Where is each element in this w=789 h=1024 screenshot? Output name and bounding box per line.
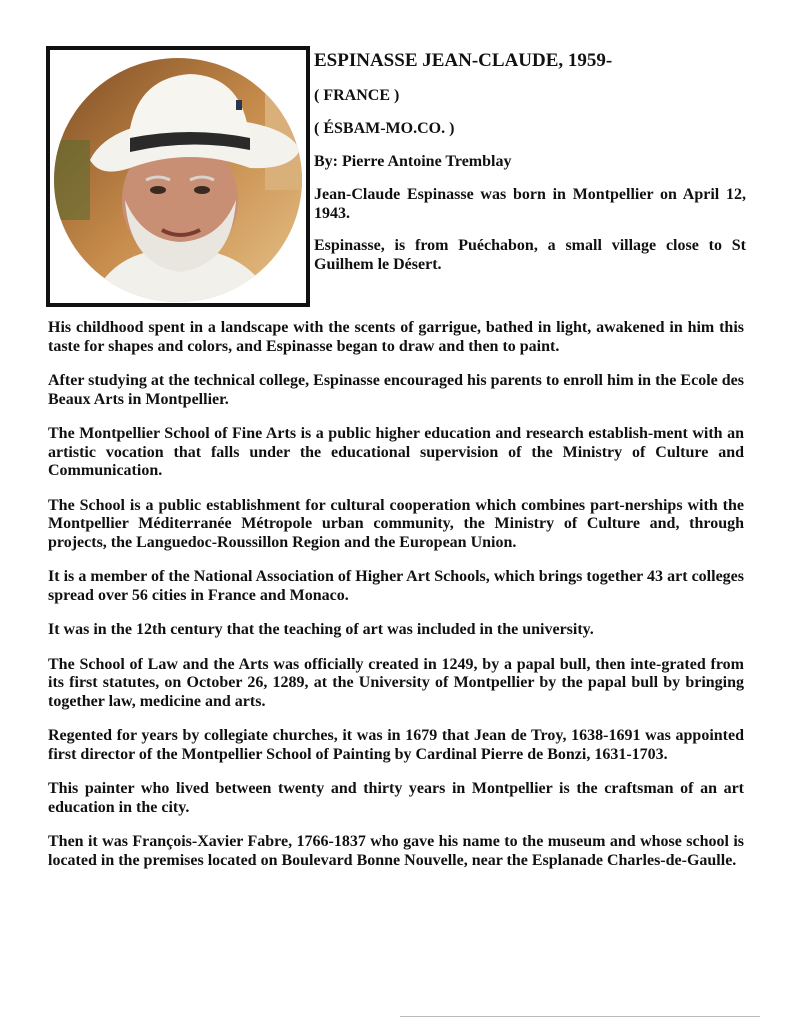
body-paragraph: His childhood spent in a landscape with the scents of garrigue, bathed in light, awakened in him this taste for shapes and colors, and Espinasse began to draw and then to paint. [48, 319, 744, 355]
intro-paragraph: Jean-Claude Espinasse was born in Montpellier on April 12, 1943. [314, 186, 746, 222]
article-body [48, 319, 744, 886]
body-paragraph: It was in the 12th century that the teaching of art was included in the university. [48, 621, 594, 638]
body-paragraph: Then it was François-Xavier Fabre, 1766-1837 who gave his name to the museum and whose school is located in the premises located on Boulevard Bonne Nouvelle, near the Esplanade Charles-de-Gaulle. [48, 833, 744, 869]
body-paragraph: This painter who lived between twenty and thirty years in Montpellier is the craftsman of an art education in the city. [48, 780, 744, 816]
intro-paragraph: Espinasse, is from Puéchabon, a small village close to St Guilhem le Désert. [314, 237, 746, 273]
body-paragraph: After studying at the technical college, Espinasse encouraged his parents to enroll him in the Ecole des Beaux Arts in Montpellier. [48, 372, 744, 408]
article-title: ESPINASSE JEAN-CLAUDE, 1959- [314, 50, 613, 71]
body-paragraph: The School of Law and the Arts was officially created in 1249, by a papal bull, then inte-grated from its first statutes, on October 26, 1289, at the University of Montpellier by the papal bull by bringing together law, medicine and arts. [48, 655, 744, 710]
article-header [314, 50, 746, 287]
body-paragraph: The School is a public establishment for cultural cooperation which combines part-nerships with the Montpellier Méditerranée Métropole urban community, the Ministry of Culture and, through projects, the Languedoc-Roussillon Region and the European Union. [48, 496, 744, 551]
portrait-photo [50, 50, 306, 303]
body-paragraph: The Montpellier School of Fine Arts is a public higher education and research establish-ment with an artistic vocation that falls under the educational supervision of the Ministry of Culture and Communication. [48, 425, 744, 479]
body-paragraph: It is a member of the National Association of Higher Art Schools, which brings together 43 art colleges spread over 56 cities in France and Monaco. [48, 568, 744, 604]
country-label: ( FRANCE ) [314, 87, 400, 104]
portrait-photo-frame [46, 46, 310, 307]
page-edge-rule [400, 1016, 760, 1017]
school-code-label: ( ÉSBAM-MO.CO. ) [314, 120, 455, 137]
body-paragraph: Regented for years by collegiate churches, it was in 1679 that Jean de Troy, 1638-1691 was appointed first director of the Montpellier School of Painting by Cardinal Pierre de Bonzi, 1631-1703. [48, 727, 744, 763]
byline: By: Pierre Antoine Tremblay [314, 153, 512, 170]
